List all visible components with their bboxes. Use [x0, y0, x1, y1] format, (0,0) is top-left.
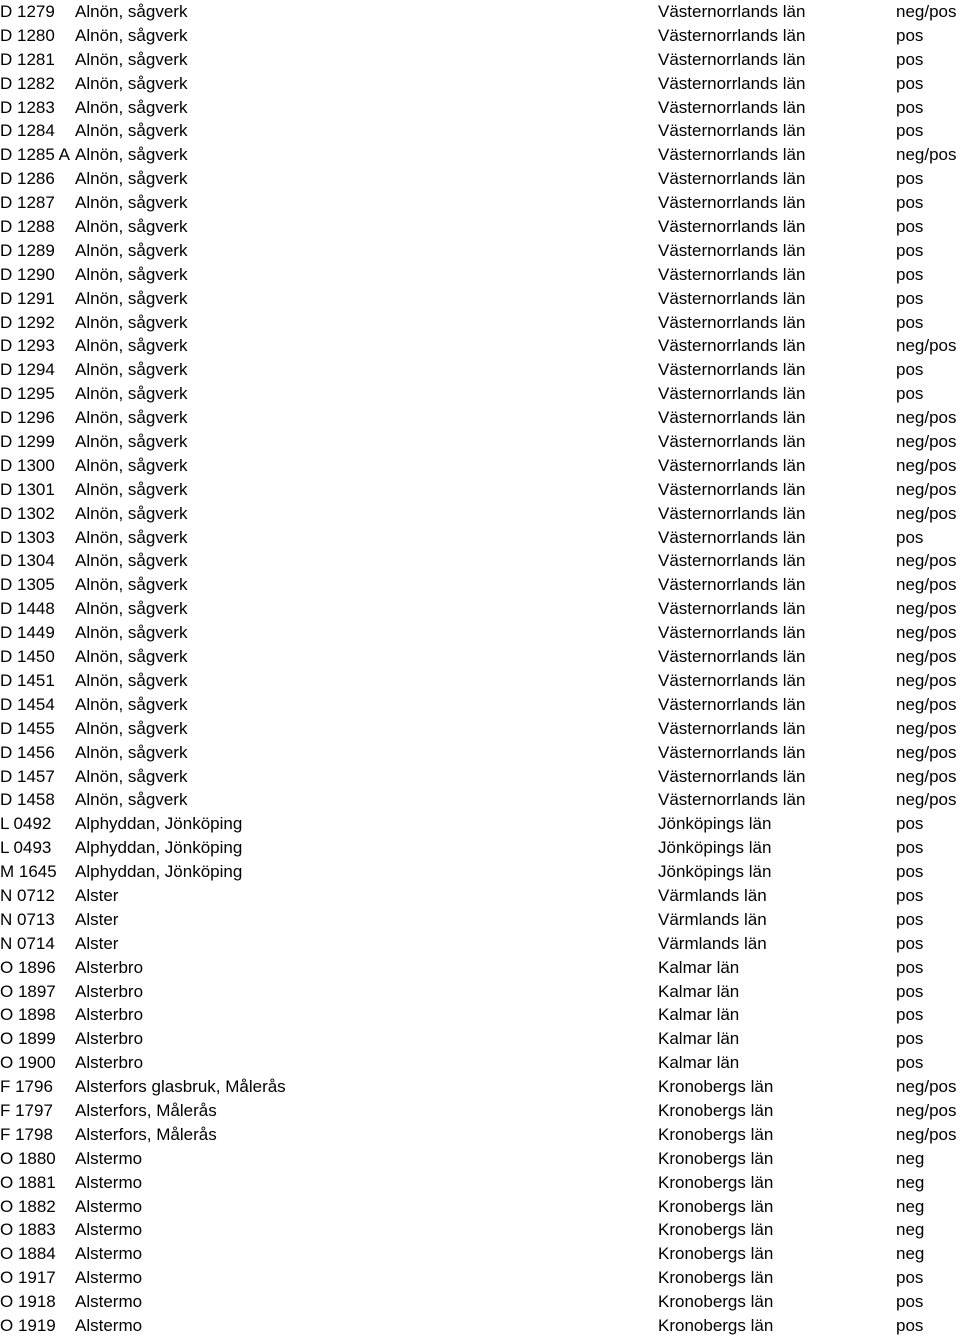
list-item — [0, 0, 960, 24]
record-code: O 1917 — [0, 1268, 56, 1288]
record-county: Västernorrlands län — [658, 599, 806, 619]
list-item — [0, 1099, 960, 1123]
record-place: Alnön, sågverk — [75, 384, 188, 404]
record-county: Västernorrlands län — [658, 73, 806, 93]
record-county: Västernorrlands län — [658, 49, 806, 69]
record-status: neg/pos — [896, 432, 957, 452]
record-place: Alnön, sågverk — [75, 551, 188, 571]
record-status: neg/pos — [896, 2, 957, 21]
record-code: D 1283 — [0, 97, 55, 117]
list-item — [0, 956, 960, 980]
record-status: pos — [896, 121, 924, 141]
list-item — [0, 980, 960, 1004]
record-county: Kronobergs län — [658, 1196, 774, 1216]
record-county: Västernorrlands län — [658, 97, 806, 117]
record-code: D 1293 — [0, 336, 55, 356]
record-place: Alnön, sågverk — [75, 408, 188, 428]
record-place: Alnön, sågverk — [75, 479, 188, 499]
record-status: pos — [896, 862, 924, 882]
list-item — [0, 191, 960, 215]
record-status: neg — [896, 1172, 925, 1192]
record-place: Alnön, sågverk — [75, 599, 188, 619]
record-place: Alnön, sågverk — [75, 623, 188, 643]
list-item — [0, 502, 960, 526]
record-code: N 0713 — [0, 909, 55, 929]
record-status: neg/pos — [896, 551, 957, 571]
record-county: Västernorrlands län — [658, 312, 806, 332]
record-place: Alstermo — [75, 1268, 143, 1288]
list-item — [0, 119, 960, 143]
list-item — [0, 1290, 960, 1314]
list-item — [0, 693, 960, 717]
record-status: pos — [896, 217, 924, 237]
record-place: Alnön, sågverk — [75, 312, 188, 332]
record-county: Kalmar län — [658, 1005, 740, 1025]
list-item — [0, 621, 960, 645]
record-place: Alnön, sågverk — [75, 670, 188, 690]
record-place: Alnön, sågverk — [75, 790, 188, 810]
record-place: Alstermo — [75, 1220, 143, 1240]
record-county: Västernorrlands län — [658, 360, 806, 380]
list-item — [0, 1218, 960, 1242]
record-place: Alnön, sågverk — [75, 694, 188, 714]
record-county: Västernorrlands län — [658, 575, 806, 595]
record-county: Västernorrlands län — [658, 408, 806, 428]
list-item — [0, 788, 960, 812]
list-item — [0, 96, 960, 120]
record-place: Alster — [75, 885, 119, 905]
record-code: D 1449 — [0, 623, 55, 643]
record-place: Alnön, sågverk — [75, 647, 188, 667]
record-county: Kronobergs län — [658, 1172, 774, 1192]
record-status: neg/pos — [896, 408, 957, 428]
record-status: neg — [896, 1196, 925, 1216]
list-item — [0, 932, 960, 956]
record-status: pos — [896, 384, 924, 404]
record-status: pos — [896, 1268, 924, 1288]
record-code: D 1282 — [0, 73, 55, 93]
record-code: D 1305 — [0, 575, 55, 595]
record-status: neg/pos — [896, 790, 957, 810]
record-county: Västernorrlands län — [658, 766, 806, 786]
list-item — [0, 287, 960, 311]
record-status: pos — [896, 527, 924, 547]
record-status: neg/pos — [896, 336, 957, 356]
list-item — [0, 430, 960, 454]
record-place: Alnön, sågverk — [75, 766, 188, 786]
record-place: Alnön, sågverk — [75, 575, 188, 595]
record-county: Västernorrlands län — [658, 121, 806, 141]
record-code: F 1798 — [0, 1124, 53, 1144]
list-item — [0, 72, 960, 96]
record-code: D 1288 — [0, 217, 55, 237]
record-code: D 1451 — [0, 670, 55, 690]
record-county: Västernorrlands län — [658, 551, 806, 571]
record-county: Kronobergs län — [658, 1292, 774, 1312]
record-county: Västernorrlands län — [658, 455, 806, 475]
record-status: pos — [896, 288, 924, 308]
record-county: Västernorrlands län — [658, 240, 806, 260]
record-place: Alphyddan, Jönköping — [75, 814, 243, 834]
record-place: Alsterfors, Målerås — [75, 1100, 217, 1120]
record-status: neg/pos — [896, 599, 957, 619]
record-county: Västernorrlands län — [658, 503, 806, 523]
record-status: pos — [896, 1029, 924, 1049]
record-status: pos — [896, 73, 924, 93]
record-place: Alnön, sågverk — [75, 2, 188, 21]
record-code: O 1899 — [0, 1029, 56, 1049]
record-county: Jönköpings län — [658, 862, 772, 882]
record-status: neg/pos — [896, 742, 957, 762]
record-code: D 1291 — [0, 288, 55, 308]
record-county: Kronobergs län — [658, 1100, 774, 1120]
list-item — [0, 1195, 960, 1219]
record-code: D 1304 — [0, 551, 55, 571]
record-code: D 1456 — [0, 742, 55, 762]
record-code: D 1284 — [0, 121, 55, 141]
record-code: D 1296 — [0, 408, 55, 428]
record-county: Västernorrlands län — [658, 145, 806, 165]
record-place: Alstermo — [75, 1292, 143, 1312]
record-county: Västernorrlands län — [658, 384, 806, 404]
record-status: neg/pos — [896, 503, 957, 523]
record-place: Alnön, sågverk — [75, 240, 188, 260]
list-item — [0, 741, 960, 765]
record-county: Kronobergs län — [658, 1244, 774, 1264]
record-status: pos — [896, 312, 924, 332]
list-item — [0, 549, 960, 573]
list-item — [0, 1242, 960, 1266]
record-code: O 1918 — [0, 1292, 56, 1312]
record-place: Alsterbro — [75, 981, 144, 1001]
record-code: O 1880 — [0, 1148, 56, 1168]
list-item — [0, 334, 960, 358]
record-status: pos — [896, 838, 924, 858]
record-status: pos — [896, 1053, 924, 1073]
record-code: D 1458 — [0, 790, 55, 810]
record-code: O 1898 — [0, 1005, 56, 1025]
record-code: D 1299 — [0, 432, 55, 452]
record-status: pos — [896, 97, 924, 117]
record-place: Alstermo — [75, 1172, 143, 1192]
record-code: D 1292 — [0, 312, 55, 332]
record-status: pos — [896, 360, 924, 380]
record-county: Västernorrlands län — [658, 288, 806, 308]
record-code: D 1457 — [0, 766, 55, 786]
record-place: Alnön, sågverk — [75, 503, 188, 523]
list-item — [0, 1003, 960, 1027]
list-item — [0, 24, 960, 48]
record-county: Värmlands län — [658, 885, 767, 905]
record-status: pos — [896, 240, 924, 260]
record-status: neg/pos — [896, 575, 957, 595]
list-item — [0, 812, 960, 836]
record-status: neg/pos — [896, 455, 957, 475]
record-place: Alphyddan, Jönköping — [75, 862, 243, 882]
record-code: M 1645 — [0, 862, 57, 882]
list-item — [0, 454, 960, 478]
record-county: Västernorrlands län — [658, 623, 806, 643]
record-county: Västernorrlands län — [658, 25, 806, 45]
record-county: Kalmar län — [658, 981, 740, 1001]
list-item — [0, 1147, 960, 1171]
record-place: Alsterfors, Målerås — [75, 1124, 217, 1144]
record-status: pos — [896, 49, 924, 69]
record-status: neg/pos — [896, 766, 957, 786]
record-code: N 0712 — [0, 885, 55, 905]
record-status: neg — [896, 1148, 925, 1168]
record-place: Alsterfors glasbruk, Målerås — [75, 1077, 286, 1097]
list-item — [0, 167, 960, 191]
record-county: Värmlands län — [658, 933, 767, 953]
record-status: pos — [896, 885, 924, 905]
record-code: D 1450 — [0, 647, 55, 667]
list-item — [0, 1314, 960, 1338]
list-item — [0, 382, 960, 406]
record-place: Alnön, sågverk — [75, 288, 188, 308]
record-county: Västernorrlands län — [658, 790, 806, 810]
record-place: Alstermo — [75, 1244, 143, 1264]
record-county: Kronobergs län — [658, 1220, 774, 1240]
list-item — [0, 263, 960, 287]
list-item — [0, 143, 960, 167]
list-item — [0, 526, 960, 550]
list-item — [0, 358, 960, 382]
record-county: Västernorrlands län — [658, 670, 806, 690]
record-code: O 1881 — [0, 1172, 56, 1192]
record-place: Alnön, sågverk — [75, 49, 188, 69]
record-code: D 1295 — [0, 384, 55, 404]
record-place: Alnön, sågverk — [75, 432, 188, 452]
record-county: Västernorrlands län — [658, 217, 806, 237]
record-place: Alster — [75, 933, 119, 953]
list-item — [0, 1051, 960, 1075]
record-status: neg/pos — [896, 479, 957, 499]
record-code: L 0493 — [0, 838, 52, 858]
record-code: O 1882 — [0, 1196, 56, 1216]
record-status: neg/pos — [896, 145, 957, 165]
record-code: D 1454 — [0, 694, 55, 714]
list-item — [0, 1075, 960, 1099]
record-county: Jönköpings län — [658, 838, 772, 858]
record-county: Kalmar län — [658, 1029, 740, 1049]
record-code: F 1797 — [0, 1100, 53, 1120]
record-code: D 1300 — [0, 455, 55, 475]
record-place: Alnön, sågverk — [75, 718, 188, 738]
record-status: neg/pos — [896, 1124, 957, 1144]
list-item — [0, 215, 960, 239]
record-status: neg — [896, 1220, 925, 1240]
record-place: Alsterbro — [75, 1005, 144, 1025]
record-place: Alsterbro — [75, 957, 144, 977]
record-place: Alnön, sågverk — [75, 97, 188, 117]
record-place: Alstermo — [75, 1196, 143, 1216]
list-item — [0, 1123, 960, 1147]
record-place: Alnön, sågverk — [75, 217, 188, 237]
list-item — [0, 836, 960, 860]
list-item — [0, 239, 960, 263]
record-county: Kronobergs län — [658, 1268, 774, 1288]
record-county: Västernorrlands län — [658, 742, 806, 762]
record-status: neg/pos — [896, 1077, 957, 1097]
record-code: D 1280 — [0, 25, 55, 45]
record-status: neg/pos — [896, 623, 957, 643]
record-status: pos — [896, 1005, 924, 1025]
record-code: D 1455 — [0, 718, 55, 738]
record-code: O 1919 — [0, 1315, 56, 1335]
record-code: N 0714 — [0, 933, 55, 953]
record-county: Västernorrlands län — [658, 718, 806, 738]
record-code: D 1287 — [0, 193, 55, 213]
record-place: Alnön, sågverk — [75, 121, 188, 141]
list-item — [0, 406, 960, 430]
record-place: Alnön, sågverk — [75, 336, 188, 356]
record-code: O 1896 — [0, 957, 56, 977]
record-status: pos — [896, 169, 924, 189]
record-place: Alsterbro — [75, 1053, 144, 1073]
record-county: Västernorrlands län — [658, 479, 806, 499]
list-item — [0, 669, 960, 693]
record-county: Kalmar län — [658, 1053, 740, 1073]
record-county: Jönköpings län — [658, 814, 772, 834]
list-item — [0, 478, 960, 502]
record-code: D 1279 — [0, 2, 55, 21]
record-code: D 1285 A — [0, 145, 70, 165]
list-item — [0, 48, 960, 72]
list-item — [0, 645, 960, 669]
list-item — [0, 884, 960, 908]
record-code: O 1900 — [0, 1053, 56, 1073]
record-county: Västernorrlands län — [658, 432, 806, 452]
record-county: Västernorrlands län — [658, 647, 806, 667]
record-code: F 1796 — [0, 1077, 53, 1097]
record-status: pos — [896, 25, 924, 45]
record-county: Västernorrlands län — [658, 694, 806, 714]
record-place: Alphyddan, Jönköping — [75, 838, 243, 858]
record-code: D 1289 — [0, 240, 55, 260]
record-place: Alnön, sågverk — [75, 527, 188, 547]
record-place: Alnön, sågverk — [75, 264, 188, 284]
record-status: pos — [896, 1315, 924, 1335]
list-item — [0, 717, 960, 741]
record-county: Kronobergs län — [658, 1315, 774, 1335]
list-item — [0, 908, 960, 932]
record-county: Västernorrlands län — [658, 2, 806, 21]
record-status: neg/pos — [896, 670, 957, 690]
record-code: D 1302 — [0, 503, 55, 523]
list-item — [0, 765, 960, 789]
record-status: neg/pos — [896, 647, 957, 667]
record-code: D 1294 — [0, 360, 55, 380]
record-place: Alnön, sågverk — [75, 145, 188, 165]
record-status: pos — [896, 814, 924, 834]
record-county: Kronobergs län — [658, 1124, 774, 1144]
record-county: Västernorrlands län — [658, 193, 806, 213]
record-status: pos — [896, 933, 924, 953]
record-place: Alsterbro — [75, 1029, 144, 1049]
record-place: Alnön, sågverk — [75, 360, 188, 380]
record-code: D 1301 — [0, 479, 55, 499]
record-status: pos — [896, 1292, 924, 1312]
record-place: Alstermo — [75, 1148, 143, 1168]
record-place: Alnön, sågverk — [75, 169, 188, 189]
record-place: Alnön, sågverk — [75, 25, 188, 45]
record-code: O 1897 — [0, 981, 56, 1001]
list-item — [0, 1027, 960, 1051]
record-county: Västernorrlands län — [658, 264, 806, 284]
record-status: neg/pos — [896, 694, 957, 714]
record-code: D 1281 — [0, 49, 55, 69]
record-county: Kronobergs län — [658, 1077, 774, 1097]
record-status: neg/pos — [896, 1100, 957, 1120]
record-code: L 0492 — [0, 814, 52, 834]
record-county: Värmlands län — [658, 909, 767, 929]
record-place: Alnön, sågverk — [75, 73, 188, 93]
record-status: pos — [896, 193, 924, 213]
record-county: Kronobergs län — [658, 1148, 774, 1168]
record-county: Västernorrlands län — [658, 527, 806, 547]
record-place: Alster — [75, 909, 119, 929]
record-place: Alnön, sågverk — [75, 193, 188, 213]
list-item — [0, 311, 960, 335]
list-item — [0, 1266, 960, 1290]
record-county: Västernorrlands län — [658, 169, 806, 189]
record-status: pos — [896, 909, 924, 929]
record-status: neg/pos — [896, 718, 957, 738]
record-code: D 1303 — [0, 527, 55, 547]
record-status: pos — [896, 981, 924, 1001]
list-item — [0, 860, 960, 884]
record-status: pos — [896, 957, 924, 977]
record-place: Alstermo — [75, 1315, 143, 1335]
list-item — [0, 1171, 960, 1195]
record-code: D 1286 — [0, 169, 55, 189]
list-item — [0, 573, 960, 597]
record-code: O 1883 — [0, 1220, 56, 1240]
record-county: Kalmar län — [658, 957, 740, 977]
record-code: D 1448 — [0, 599, 55, 619]
record-code: D 1290 — [0, 264, 55, 284]
list-item — [0, 597, 960, 621]
record-place: Alnön, sågverk — [75, 455, 188, 475]
record-place: Alnön, sågverk — [75, 742, 188, 762]
record-county: Västernorrlands län — [658, 336, 806, 356]
record-status: neg — [896, 1244, 925, 1264]
record-code: O 1884 — [0, 1244, 56, 1264]
record-status: pos — [896, 264, 924, 284]
